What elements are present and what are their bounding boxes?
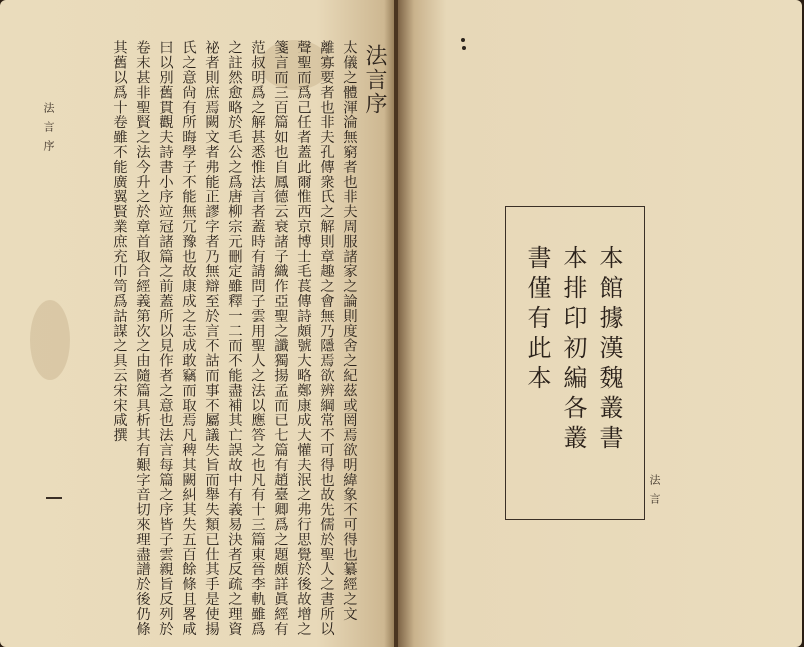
- running-head-right: 法言: [648, 474, 661, 512]
- text-column: 箋言而三百篇如也自鳳德云衰諸子織作亞聖之讖獨揚孟而已七篇有趙臺卿爲之題頗詳眞經有: [272, 40, 288, 636]
- edition-note-line: 書僅有此本: [523, 245, 551, 395]
- folio-mark: [46, 497, 62, 499]
- text-column: 氏之意尙有所晦學子不能無冗豫也故康成之志成敢竊而取焉凡稗其闕糾其失五百餘條且畧咸: [180, 40, 196, 636]
- ink-dot: [461, 38, 465, 42]
- text-column: 之註然愈略於毛公之爲唐柳宗元刪定雖釋一二而不能盡補其亡誤故中有義易決者反疏之理資: [226, 40, 242, 636]
- ink-dot: [462, 46, 466, 50]
- text-column: 曰以別舊貫觀夫詩書小序竝冠諸篇之前蓋所以見作者之意也法言每篇之序皆子雲親旨反列於: [157, 40, 173, 636]
- text-column: 離寡要者也非夫孔傳衆氏之解則章趣之會無乃隱焉欲辨綱常不可得也故先儒於聖人之書所以: [318, 40, 334, 636]
- edition-note-box: [505, 206, 645, 520]
- text-column: 太儀之體渾淪無窮者也非夫周服諸家之論則度舍之紀茲或罔焉欲明緯象不可得也纂經之文: [341, 40, 357, 622]
- text-column: 范叔明爲之解甚悉惟法言者蓋時有請問子雲用聖人之法以應答之也凡有十三篇東晉李軌雖爲: [249, 40, 265, 636]
- text-column: 聲聖而爲己任者蓋此爾惟西京博士毛萇傳詩頗號大略鄭康成大懽夫泯之弗行思覺於後故增之: [295, 40, 311, 636]
- text-column: 其舊以爲十卷雖不能廣翼賢業庶充巾笥爲詁謀之具云宋宋咸撰: [111, 40, 127, 443]
- text-column: 卷末甚非聖賢之法今升之於章首取合經義第次之由隨篇具析其有艱字音切來理盡譜於後仍條: [134, 40, 150, 636]
- text-column: 祕者則庶焉闕文者弗能正謬字者乃無辯至於言不詁而事不屬議失旨而舉失類已仕其手是使揚: [203, 40, 219, 636]
- edition-note-line: 本排印初編各叢: [559, 245, 587, 455]
- edition-note-line: 本館據漢魏叢書: [595, 245, 623, 455]
- left-page: [0, 0, 396, 647]
- page-title: 法言序: [362, 44, 387, 116]
- running-head-left: 法言序: [42, 102, 55, 159]
- paper-stain: [30, 300, 70, 380]
